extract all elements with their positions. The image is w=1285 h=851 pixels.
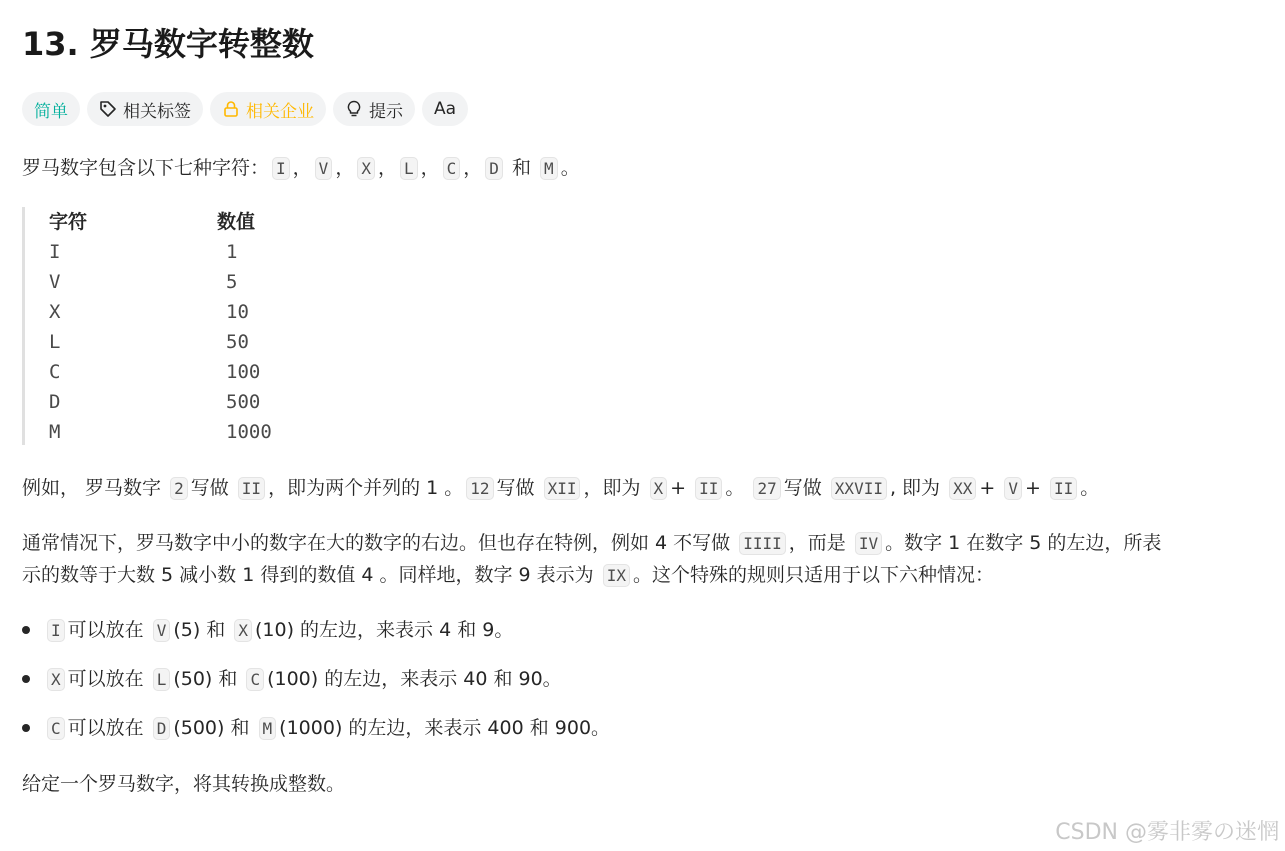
rule-text: (50) 和	[173, 668, 238, 690]
symbol-code: C	[443, 157, 461, 180]
inline-code: X	[650, 477, 668, 500]
difficulty-label: 简单	[34, 101, 68, 122]
inline-code: II	[1050, 477, 1077, 500]
separator: ，	[335, 157, 355, 179]
inline-code: IIII	[739, 532, 786, 555]
companies-tag-button[interactable]	[210, 92, 326, 126]
inline-code: L	[153, 668, 171, 691]
inline-code: 27	[753, 477, 780, 500]
rule-item	[44, 617, 513, 644]
inline-code: D	[153, 717, 171, 740]
rule-item	[44, 715, 610, 742]
row-symbol: M	[49, 421, 61, 443]
example-text: 写做	[783, 477, 822, 499]
row-symbol: L	[49, 331, 61, 353]
hint-label: 提示	[369, 101, 403, 122]
inline-code: II	[238, 477, 265, 500]
usually-text: 。数字 1 在数字 5 的左边，所表	[885, 532, 1162, 554]
inline-code: 2	[170, 477, 188, 500]
example-text: 写做	[190, 477, 229, 499]
separator: ，	[463, 157, 483, 179]
hint-button[interactable]	[333, 92, 415, 126]
separator: 。	[560, 157, 580, 179]
symbol-code: M	[540, 157, 558, 180]
usually-line-1	[22, 530, 1161, 557]
topics-label: 相关标签	[123, 101, 191, 122]
inline-code: C	[246, 668, 264, 691]
inline-code: XXVII	[831, 477, 887, 500]
inline-code: I	[47, 619, 65, 642]
companies-label: 相关企业	[246, 101, 314, 122]
tag-bar	[22, 92, 468, 126]
rule-text: (500) 和	[173, 717, 250, 739]
symbol-code: X	[357, 157, 375, 180]
example-text: 。	[725, 477, 745, 499]
row-value: 10	[226, 301, 249, 323]
tag-icon	[99, 100, 117, 118]
bullet-dot	[22, 724, 30, 732]
bullet-dot	[22, 626, 30, 634]
example-text: +	[1024, 477, 1041, 499]
row-value: 500	[226, 391, 261, 413]
inline-code: X	[234, 619, 252, 642]
separator: 和	[511, 157, 531, 179]
inline-code: XX	[949, 477, 976, 500]
intro-text: 罗马数字包含以下七种字符：	[22, 157, 270, 179]
separator: ，	[377, 157, 397, 179]
row-value: 50	[226, 331, 249, 353]
problem-title: 13. 罗马数字转整数	[22, 25, 314, 63]
rule-text: 可以放在	[67, 668, 144, 690]
example-text: +	[979, 477, 996, 499]
inline-code: M	[259, 717, 277, 740]
example-text: +	[670, 477, 687, 499]
example-text: ，即为两个并列的 1 。	[268, 477, 464, 499]
topics-tag-button[interactable]	[87, 92, 203, 126]
row-symbol: X	[49, 301, 61, 323]
usually-line-2	[22, 562, 994, 589]
separator: ，	[420, 157, 440, 179]
example-line	[22, 475, 1099, 502]
row-symbol: V	[49, 271, 61, 293]
lock-icon	[222, 100, 240, 118]
watermark: CSDN @雾非雾の迷惘	[1055, 820, 1279, 845]
rule-text: 可以放在	[67, 619, 144, 641]
rule-text: (10) 的左边，来表示 4 和 9。	[255, 619, 514, 641]
rule-item	[44, 666, 562, 693]
rule-text: 可以放在	[67, 717, 144, 739]
row-symbol: I	[49, 241, 61, 263]
inline-code: IX	[603, 564, 630, 587]
header-value: 数值	[217, 211, 256, 233]
separator: ，	[292, 157, 312, 179]
closing-text: 给定一个罗马数字，将其转换成整数。	[22, 773, 346, 795]
inline-code: II	[695, 477, 722, 500]
inline-code: XII	[544, 477, 581, 500]
rule-text: (100) 的左边，来表示 40 和 90。	[267, 668, 562, 690]
row-value: 5	[226, 271, 238, 293]
inline-code: C	[47, 717, 65, 740]
symbol-code: D	[485, 157, 503, 180]
row-value: 100	[226, 361, 261, 383]
inline-code: V	[153, 619, 171, 642]
lightbulb-icon	[345, 100, 363, 118]
row-value: 1000	[226, 421, 272, 443]
row-symbol: C	[49, 361, 61, 383]
symbol-code: V	[315, 157, 333, 180]
intro-line	[22, 155, 580, 182]
usually-text: ，而是	[788, 532, 846, 554]
inline-code: X	[47, 668, 65, 691]
usually-text: 通常情况下，罗马数字中小的数字在大的数字的右边。但也存在特例，例如 4 不写做	[22, 532, 731, 554]
font-icon: Aa	[434, 99, 457, 119]
example-text: 。	[1080, 477, 1100, 499]
rule-text: (1000) 的左边，来表示 400 和 900。	[279, 717, 611, 739]
header-symbol: 字符	[49, 211, 88, 233]
difficulty-tag[interactable]	[22, 92, 80, 126]
symbol-value-table	[22, 207, 425, 445]
usually-text: 示的数等于大数 5 减小数 1 得到的数值 4 。同样地，数字 9 表示为	[22, 564, 594, 586]
inline-code: V	[1004, 477, 1022, 500]
row-symbol: D	[49, 391, 61, 413]
example-text: ，即为	[583, 477, 641, 499]
rule-text: (5) 和	[173, 619, 226, 641]
usually-text: 。这个特殊的规则只适用于以下六种情况：	[632, 564, 994, 586]
inline-code: IV	[855, 532, 882, 555]
example-text: , 即为	[889, 477, 941, 499]
symbol-code: L	[400, 157, 418, 180]
example-text: 例如， 罗马数字	[22, 477, 162, 499]
bullet-dot	[22, 675, 30, 683]
row-value: 1	[226, 241, 238, 263]
inline-code: 12	[466, 477, 493, 500]
symbol-code: I	[272, 157, 290, 180]
translate-font-button[interactable]	[422, 92, 468, 126]
example-text: 写做	[496, 477, 535, 499]
